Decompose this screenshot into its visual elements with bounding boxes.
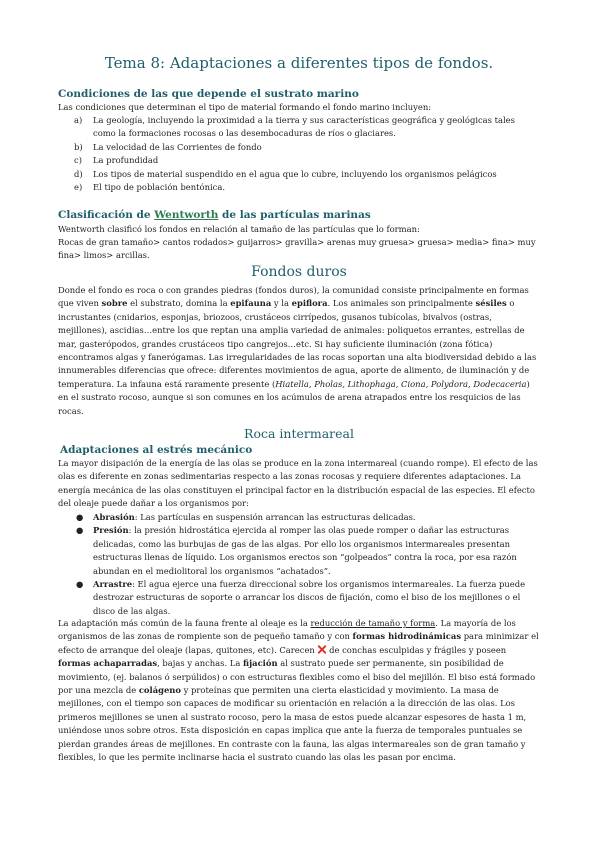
- cross-mark-icon: [317, 645, 326, 654]
- list-item: b) La velocidad de las Corrientes de fondo: [74, 141, 262, 152]
- conditions-intro: Las condiciones que determinan el tipo de material formando el fondo marino incluyen:: [58, 102, 432, 112]
- wentworth-scale: Rocas de gran tamaño> cantos rodados> guijarros> gravilla> arenas muy gruesa> gruesa> media> fina> muy fina> limos> arcillas.: [58, 237, 536, 261]
- bullet-icon: ●: [76, 512, 84, 522]
- list-item: ● Abrasión: Las partículas en suspensión arrancan las estructuras delicadas.: [58, 511, 540, 524]
- hard-bottoms-paragraph: Donde el fondo es roca o con grandes piedras (fondos duros), la comunidad consiste principalmente en formas que viven sobre el substrato, domina la epifauna y la epiflora. Los animales son principalmente sésiles o incrustantes (cnidarios, esponjas, briozoos, crustáceos cirrípedos, gusanos tubícolas, bivalvos (ostras, mejillones), ascidias…entre los que reptan una amplia variedad de animales: poliquetos errantes, estrellas de mar, gasterópodos, grandes crustáceos tipo cangrejos…etc. Si hay suficiente iluminación (zona fótica) encontramos algas y fanerógamas. Las irregularidades de las rocas soportan una alta biodiversidad debido a las innumerables diferencias que ofrece: diferentes movimientos de agua, aporte de alimento, de iluminación y de temperatura. La infauna está raramente presente (Hiatella, Pholas, Lithophaga, Ciona, Polydora, Dodecaceria) en el sustrato rocoso, aunque si son comunes en los acúmulos de arena atrapados entre los resquicios de las rocas.: [58, 285, 537, 416]
- section-heading-intertidal-rock: Roca intermareal: [244, 426, 354, 441]
- list-item: e) El tipo de población bentónica.: [74, 182, 225, 193]
- subheading-mechanical-stress: Adaptaciones al estrés mecánico: [60, 444, 253, 456]
- page-title: Tema 8: Adaptaciones a diferentes tipos de fondos.: [104, 54, 494, 72]
- list-item: ● Presión: la presión hidrostática ejercida al romper las olas puede romper o dañar las estructuras delicadas, como las burbujas de gas de las algas. Por ello los organismos intermareales presentan estructuras llenas de líquido. Los organismos erectos son “golpeados” contra la roca, por esa razón abundan en el mediolitoral los organismos “achatados”.: [76, 525, 517, 576]
- adaptation-paragraph: La adaptación más común de la fauna frente al oleaje es la reducción de tamaño y forma. La mayoría de los organismos de las zonas de rompiente son de pequeño tamaño y con formas hidrodinámicas para minimizar el efecto de arranque del oleaje (lapas, quitones, etc). Carecen de conchas esculpidas y frágiles y poseen formas achaparradas, bajas y anchas. La fijación al sustrato puede ser permanente, sin posibilidad de movimiento, (ej. balanos ó serpúlidos) o con estructuras flexibles como el biso del mejillón. El biso está formado por una mezcla de colágeno y proteínas que permiten una cierta elasticidad y movimiento. La masa de mejillones, con el tiempo son capaces de modificar su orientación en relación a la dirección de las olas. Los primeros mejillones se unen al sustrato rocoso, pero la masa de estos puede alcanzar espesores de hasta 1 m, uniéndose unos sobre otros. Esta disposición en capas implica que ante la fuerza de temporales puntuales se pierdan grandes áreas de mejillones. En contraste con la fauna, las algas intermareales son de gran tamaño y flexibles, lo que les permite inclinarse hacia el sustrato cuando las olas les pasan por encima.: [58, 618, 539, 763]
- mechanical-stress-paragraph: La mayor disipación de la energía de las olas se produce en la zona intermareal (cuando rompe). El efecto de las olas es diferente en zonas sedimentarias respecto a las zonas rocosas y requiere diferentes adaptaciones. La energía mecánica de las olas constituyen el principal factor en la distribución espacial de las especies. El efecto del oleaje puede dañar a los organismos por:: [58, 458, 538, 509]
- section-heading-hard-bottoms: Fondos duros: [251, 264, 347, 280]
- wentworth-link[interactable]: Wentworth: [154, 209, 219, 221]
- list-item: a) La geología, incluyendo la proximidad a la tierra y sus características geográfica y geológicas tales como la formaciones rocosas o las desembocaduras de ríos o glaciares.: [74, 115, 515, 139]
- wave-effects-list: [58, 511, 540, 618]
- section-heading-conditions: Condiciones de las que depende el sustrato marino: [58, 88, 359, 100]
- bullet-icon: ●: [76, 579, 84, 590]
- bullet-icon: ●: [76, 525, 84, 536]
- wentworth-intro: Wentworth clasificó los fondos en relación al tamaño de las partículas que lo forman:: [58, 224, 420, 234]
- conditions-list: [58, 114, 540, 194]
- list-item: ● Arrastre: El agua ejerce una fuerza direccional sobre los organismos intermareales. La fuerza puede destrozar estructuras de soporte o arrancar los discos de fijación, como el biso de los mejillones o el disco de las algas.: [76, 579, 526, 616]
- list-item: c) La profundidad: [74, 155, 159, 166]
- section-heading-wentworth: Clasificación de Wentworth de las partículas marinas: [58, 209, 371, 221]
- list-item: d) Los tipos de material suspendido en el agua que lo cubre, incluyendo los organismos pelágicos: [74, 168, 497, 179]
